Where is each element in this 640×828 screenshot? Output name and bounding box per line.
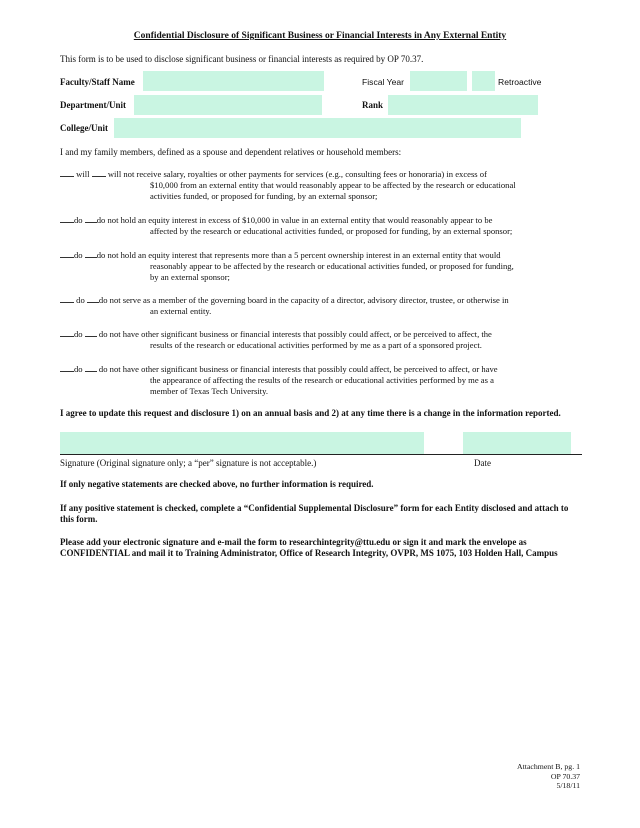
do-not-checkbox-blank[interactable] bbox=[85, 327, 97, 337]
do-checkbox-blank[interactable] bbox=[60, 293, 74, 303]
will-not-checkbox-blank[interactable] bbox=[92, 167, 106, 177]
revision-date: 5/18/11 bbox=[556, 781, 580, 791]
do-not-checkbox-blank[interactable] bbox=[87, 293, 99, 303]
statement-sponsored-project: do do not have other significant business or financial interests that possibly could affect, or be perceived to affect, the results of the research or educational activities performed by me as a part of a sponsored project. bbox=[60, 327, 582, 351]
retroactive-label: Retroactive bbox=[498, 77, 542, 87]
signature-label: Signature (Original signature only; a “per” signature is not acceptable.) bbox=[60, 458, 317, 468]
department-unit-label: Department/Unit bbox=[60, 100, 126, 110]
signature-field[interactable] bbox=[60, 432, 424, 454]
family-statement: I and my family members, defined as a spouse and dependent relatives or household members: bbox=[60, 147, 402, 157]
do-checkbox-blank[interactable] bbox=[60, 327, 74, 337]
agreement-text: I agree to update this request and disclosure 1) on an annual basis and 2) at any time there is a change in the information reported. bbox=[60, 408, 561, 418]
signature-line bbox=[60, 454, 582, 455]
rank-field[interactable] bbox=[388, 95, 538, 115]
statement-texas-tech-member: do do not have other significant business or financial interests that possibly could affect, be perceived to affect, or have the appearance of affecting the results of the research or educational activities performed by me as a member of Texas Tech University. bbox=[60, 362, 582, 397]
negative-note: If only negative statements are checked above, no further information is required. bbox=[60, 479, 374, 489]
department-unit-field[interactable] bbox=[134, 95, 322, 115]
statement-equity-value: do do not hold an equity interest in excess of $10,000 in value in an external entity that would reasonably appear to be affected by the research or educational activities funded, or proposed for funding, by an external sponsor; bbox=[60, 213, 582, 237]
will-checkbox-blank[interactable] bbox=[60, 167, 74, 177]
do-checkbox-blank[interactable] bbox=[60, 213, 74, 223]
college-unit-field[interactable] bbox=[114, 118, 521, 138]
faculty-staff-name-field[interactable] bbox=[143, 71, 324, 91]
do-not-checkbox-blank[interactable] bbox=[85, 213, 97, 223]
do-not-checkbox-blank[interactable] bbox=[85, 248, 97, 258]
do-not-checkbox-blank[interactable] bbox=[85, 362, 97, 372]
do-checkbox-blank[interactable] bbox=[60, 248, 74, 258]
submission-instructions: Please add your electronic signature and e-mail the form to researchintegrity@ttu.edu or sign it and mark the envelope as CONFIDENTIAL and mail it to Training Administrator, Office of Research Integrity, OVPR, MS 1075, 103 Holden Hall, Campus bbox=[60, 537, 558, 558]
statement-salary: will will not receive salary, royalties or other payments for services (e.g., consulting fees or honoraria) in excess of $10,000 from an external entity that would reasonably appear to be affected by the research or educational activities funded, or proposed for funding, by an external sponsor; bbox=[60, 167, 582, 202]
retroactive-field[interactable] bbox=[472, 71, 495, 91]
date-field[interactable] bbox=[463, 432, 571, 454]
statement-equity-ownership: do do not hold an equity interest that represents more than a 5 percent ownership interest in an external entity that would reasonably appear to be affected by the research or educational activities funded, or proposed for funding, by an external sponsor; bbox=[60, 248, 582, 283]
form-title: Confidential Disclosure of Significant Business or Financial Interests in Any External Entity bbox=[133, 31, 507, 41]
date-label: Date bbox=[474, 458, 491, 468]
fiscal-year-label: Fiscal Year bbox=[362, 77, 405, 87]
faculty-staff-name-label: Faculty/Staff Name bbox=[60, 77, 135, 87]
do-checkbox-blank[interactable] bbox=[60, 362, 74, 372]
positive-note: If any positive statement is checked, complete a “Confidential Supplemental Disclosure” form for each Entity disclosed and attach to this form. bbox=[60, 503, 569, 524]
fiscal-year-field[interactable] bbox=[410, 71, 467, 91]
attachment-page: Attachment B, pg. 1 bbox=[516, 762, 580, 771]
policy-number: OP 70.37 bbox=[550, 771, 580, 781]
college-unit-label: College/Unit bbox=[60, 123, 108, 133]
rank-label: Rank bbox=[362, 100, 384, 110]
intro-text: This form is to be used to disclose significant business or financial interests as required by OP 70.37. bbox=[60, 54, 424, 64]
statement-governing-board: do do not serve as a member of the governing board in the capacity of a director, advisory director, trustee, or otherwise in an external entity. bbox=[60, 293, 582, 317]
page-footer bbox=[517, 762, 580, 791]
